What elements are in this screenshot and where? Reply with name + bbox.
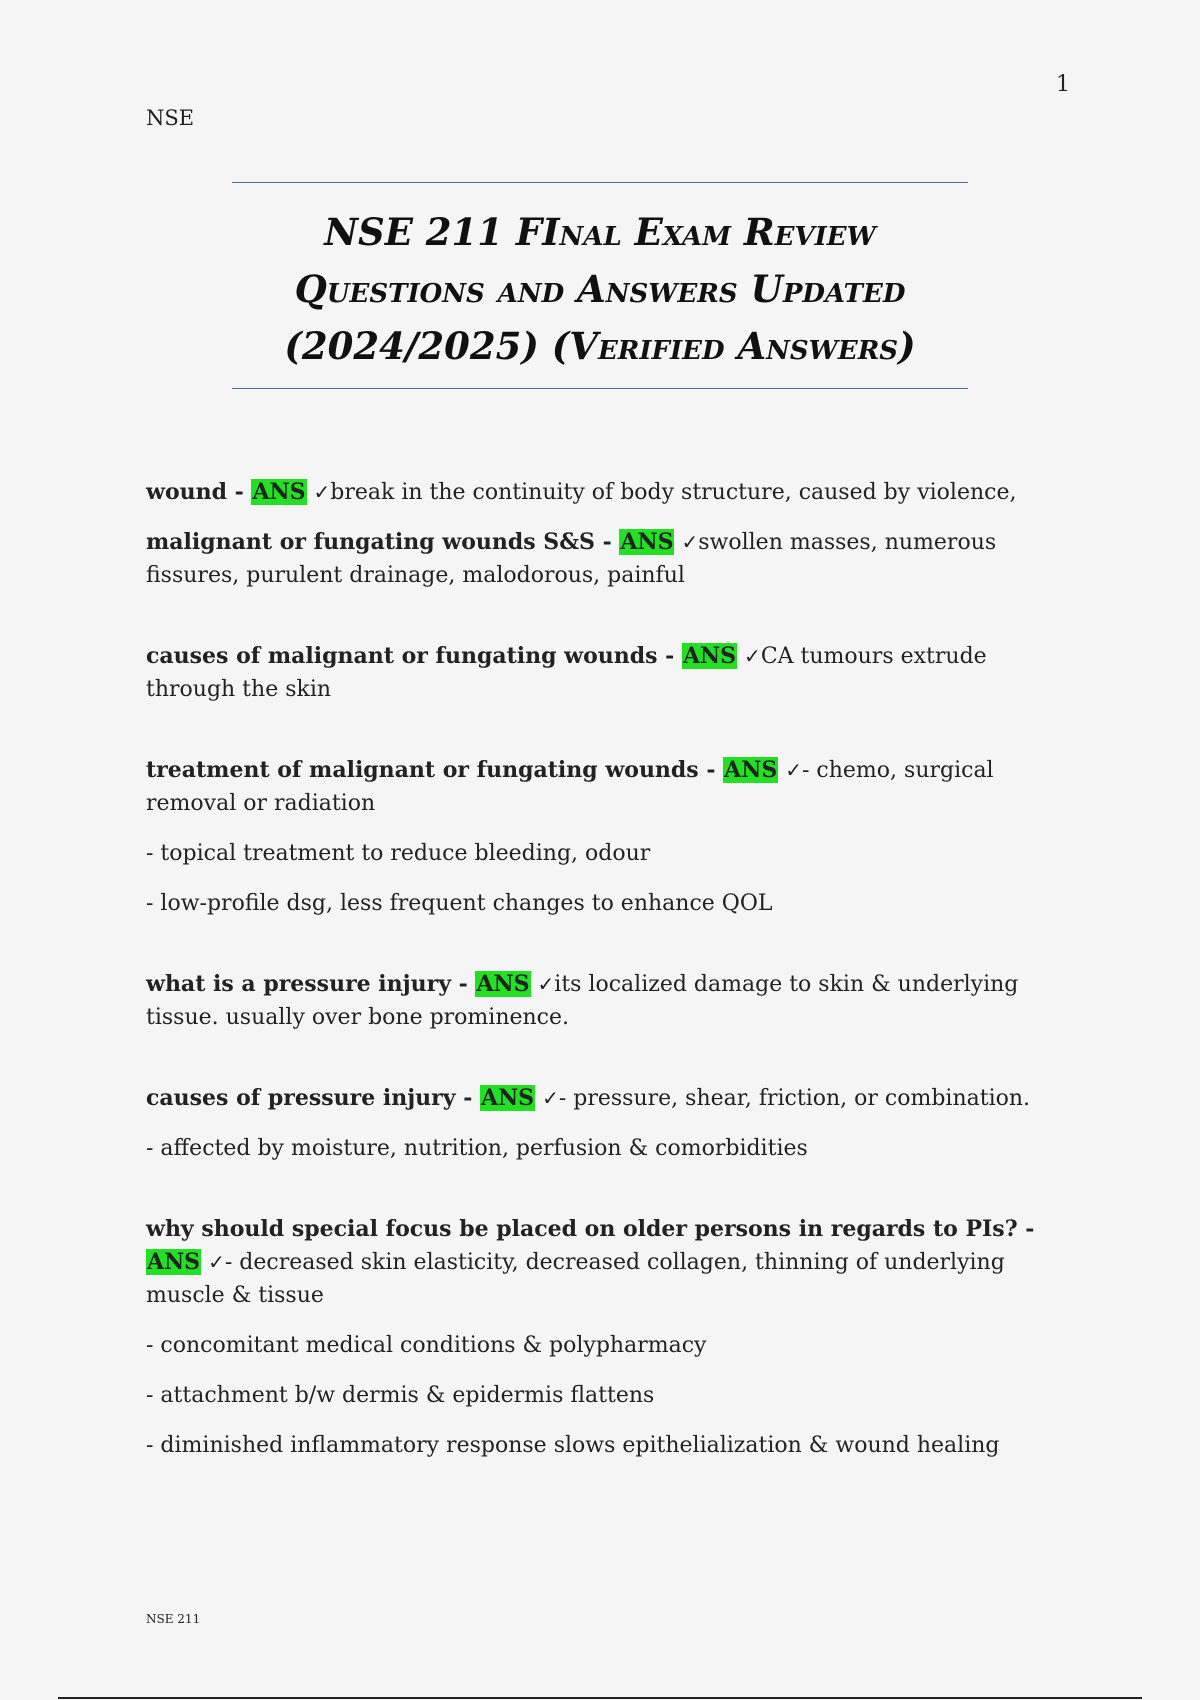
answer-text: its localized damage to skin & underlying tissue. usually over bone prominence. (146, 972, 1019, 1030)
answer-text: CA tumours extrude through the skin (146, 644, 987, 702)
qa-item (146, 968, 1066, 1034)
title-line-2: Questions and Answers Updated (294, 267, 906, 311)
check-icon: ✓ (744, 644, 761, 668)
bullet-item: - topical treatment to reduce bleeding, odour (146, 841, 651, 866)
title-line-3: (2024/2025) (Verified Answers) (284, 324, 916, 368)
check-icon: ✓ (542, 1086, 559, 1110)
answer-text: swollen masses, numerous fissures, purulent drainage, malodorous, painful (146, 530, 997, 588)
ans-tag: ANS (252, 479, 306, 505)
check-icon: ✓ (313, 480, 331, 504)
question-text: causes of pressure injury - (146, 1085, 480, 1111)
question-text: malignant or fungating wounds S&S - (146, 529, 620, 555)
qa-item (146, 640, 1066, 706)
check-icon: ✓ (537, 972, 555, 996)
ans-tag: ANS (481, 1085, 535, 1111)
bullet-item: - concomitant medical conditions & polypharmacy (146, 1333, 707, 1358)
check-icon: ✓ (681, 530, 699, 554)
bullet-item: - low-profile dsg, less frequent changes to enhance QOL (146, 891, 773, 916)
footer-text: NSE 211 (146, 1612, 201, 1626)
question-text: what is a pressure injury - (146, 971, 476, 997)
question-text: causes of malignant or fungating wounds - (146, 643, 682, 669)
document-title (232, 204, 968, 375)
check-icon: ✓ (785, 758, 802, 782)
ans-tag: ANS (724, 757, 778, 783)
answer-text: break in the continuity of body structure, caused by violence, (330, 480, 1017, 505)
qa-item (146, 1082, 1066, 1115)
qa-item (146, 476, 1066, 509)
qa-item (146, 1213, 1066, 1312)
question-text: wound - (146, 479, 252, 505)
question-text: why should special focus be placed on older persons in regards to PIs? - (146, 1216, 1035, 1242)
page-bottom-rule (58, 1697, 1142, 1699)
ans-tag: ANS (476, 971, 530, 997)
ans-tag: ANS (620, 529, 674, 555)
bullet-item: - diminished inflammatory response slows epithelialization & wound healing (146, 1433, 1000, 1458)
answer-text: - decreased skin elasticity, decreased collagen, thinning of underlying muscle & tissue (146, 1250, 1005, 1308)
qa-item (146, 754, 1066, 820)
bullet-item: - affected by moisture, nutrition, perfusion & comorbidities (146, 1136, 808, 1161)
qa-item (146, 526, 1066, 592)
page-number: 1 (1056, 72, 1070, 97)
title-rule-top (232, 182, 968, 183)
check-icon: ✓ (208, 1250, 225, 1274)
question-text: treatment of malignant or fungating wounds - (146, 757, 724, 783)
header-text: NSE (146, 106, 195, 130)
bullet-item: - attachment b/w dermis & epidermis flattens (146, 1383, 655, 1408)
ans-tag: ANS (147, 1249, 201, 1275)
title-rule-bottom (232, 388, 968, 389)
ans-tag: ANS (682, 643, 737, 669)
title-line-1: NSE 211 FInal Exam Review (324, 210, 876, 254)
answer-text: - chemo, surgical removal or radiation (146, 758, 994, 816)
answer-text: - pressure, shear, friction, or combination. (558, 1086, 1031, 1111)
qa-content (146, 476, 1066, 1479)
